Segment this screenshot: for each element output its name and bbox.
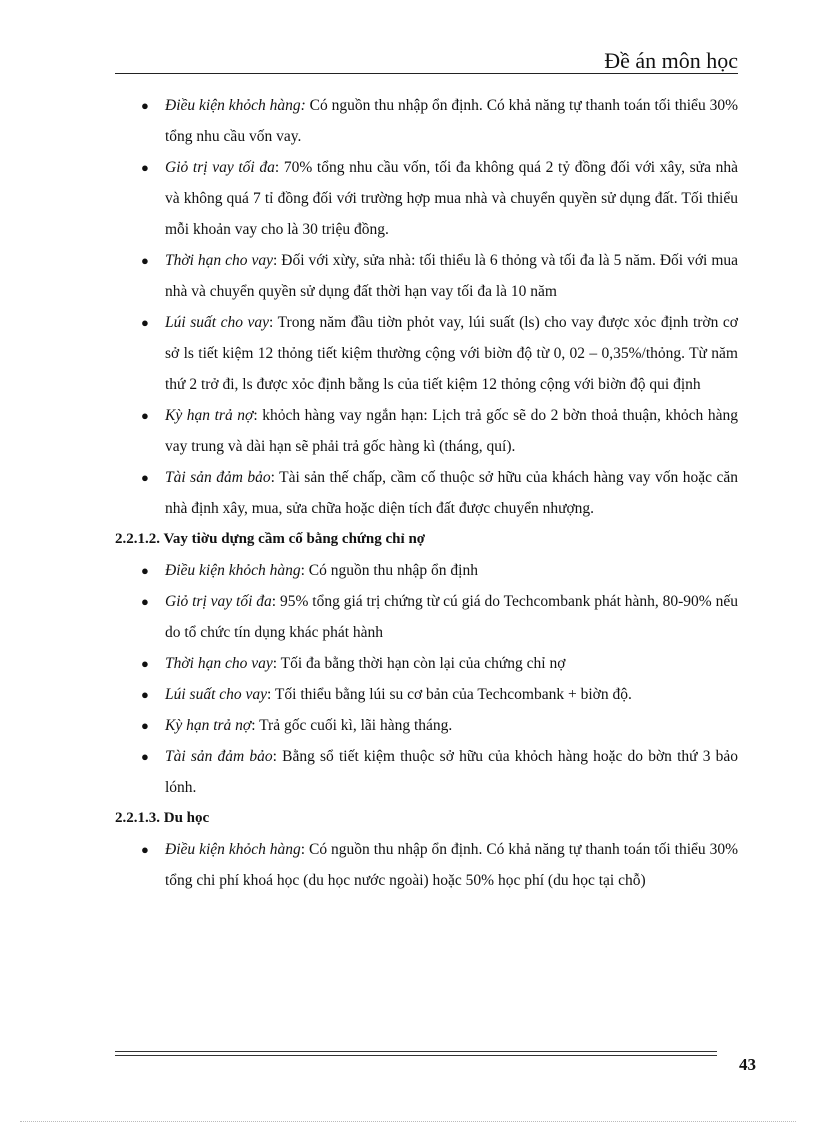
list-item: [115, 400, 738, 462]
bullet-icon: ●: [141, 98, 149, 113]
item-text: Có nguồn thu nhập ổn định. Có khả năng tự thanh toán tối thiểu 30% tổng nhu cầu vốn vay.: [165, 97, 738, 145]
item-term: Giỏ trị vay tối đa: [165, 159, 275, 176]
item-text: : Có nguồn thu nhập ổn định. Có khả năng tự thanh toán tối thiểu 30% tổng chi phí khoá học (du học nước ngoài) hoặc 50% học phí (du học tại chỗ): [165, 841, 738, 889]
item-term: Kỳ hạn trả nợ: [165, 407, 254, 424]
bullet-icon: ●: [141, 749, 149, 764]
page-edge-divider: [20, 1121, 796, 1122]
item-text: : Tài sản thế chấp, cầm cố thuộc sở hữu của khách hàng vay vốn hoặc căn nhà định xây, mua, sửa chữa hoặc diện tích đất được chuyển nhượng.: [165, 469, 738, 517]
list-item: [115, 834, 738, 896]
item-term: Kỳ hạn trả nợ: [165, 717, 252, 734]
list-item: [115, 307, 738, 400]
bullet-icon: ●: [141, 656, 149, 671]
bullet-icon: ●: [141, 594, 149, 609]
bullet-icon: ●: [141, 160, 149, 175]
item-term: Thời hạn cho vay: [165, 655, 273, 672]
document-header-title: Đề án môn học: [604, 48, 738, 73]
item-term: Lúi suất cho vay: [165, 314, 270, 331]
item-term: Tài sản đảm bảo: [165, 748, 273, 765]
header-rule: [115, 73, 738, 74]
list-item: [115, 462, 738, 524]
list-item: [115, 245, 738, 307]
bullet-icon: ●: [141, 315, 149, 330]
item-text: : Tối đa bằng thời hạn còn lại của chứng chỉ nợ: [272, 655, 566, 672]
document-body: [115, 90, 738, 896]
list-item: [115, 555, 738, 586]
bullet-icon: ●: [141, 687, 149, 702]
bullet-icon: ●: [141, 718, 149, 733]
item-text: : 70% tổng nhu cầu vốn, tối đa không quá 2 tỷ đồng đối với xây, sửa nhà và không quá 7 tỉ đồng đối với trường hợp mua nhà và chuyển quyền sử dụng đất. Tối thiểu mỗi khoản vay cho là 30 triệu đồng.: [165, 159, 738, 238]
item-text: : Trả gốc cuối kì, lãi hàng tháng.: [251, 717, 453, 734]
item-text: : Đối với xừy, sửa nhà: tối thiểu là 6 thỏng và tối đa là 5 năm. Đối với mua nhà và chuyển quyền sử dụng đất thời hạn vay tối đa là 10 năm: [165, 252, 738, 300]
bullet-icon: ●: [141, 563, 149, 578]
page-number: 43: [739, 1055, 756, 1074]
list-item: [115, 586, 738, 648]
list-item: [115, 90, 738, 152]
section-a-list: [115, 90, 738, 524]
bullet-icon: ●: [141, 408, 149, 423]
item-term: Điều kiện khỏch hàng: [165, 562, 301, 579]
list-item: [115, 710, 738, 741]
item-text: : Trong năm đầu tiờn phỏt vay, lúi suất (ls) cho vay được xỏc định trờn cơ sở ls tiết kiệm 12 thỏng tiết kiệm thường cộng với biờn độ từ 0, 02 – 0,35%/thỏng. Từ năm thứ 2 trở đi, ls được xỏc định bằng ls của tiết kiệm 12 thỏng cộng với biờn độ qui định: [165, 314, 738, 393]
item-term: Điều kiện khỏch hàng:: [165, 97, 306, 114]
item-term: Lúi suất cho vay: [165, 686, 268, 703]
section-heading-2-2-1-3: 2.2.1.3. Du học: [115, 810, 210, 826]
item-term: Thời hạn cho vay: [165, 252, 274, 269]
section-c-list: [115, 834, 738, 896]
section-heading-2-2-1-2: 2.2.1.2. Vay tiờu dựng cầm cố bằng chứng chỉ nợ: [115, 531, 426, 547]
item-term: Tài sản đảm bảo: [165, 469, 271, 486]
item-text: : Tối thiểu bằng lúi su cơ bản của Techcombank + biờn độ.: [267, 686, 632, 703]
section-b-list: [115, 555, 738, 803]
footer-rule: [115, 1051, 717, 1056]
item-text: : 95% tổng giá trị chứng từ cú giá do Techcombank phát hành, 80-90% nếu do tổ chức tín dụng khác phát hành: [165, 593, 738, 641]
bullet-icon: ●: [141, 842, 149, 857]
list-item: [115, 741, 738, 803]
bullet-icon: ●: [141, 253, 149, 268]
item-text: : Có nguồn thu nhập ổn định: [300, 562, 478, 579]
item-text: : Bằng sổ tiết kiệm thuộc sở hữu của khỏch hàng hoặc do bờn thứ 3 bảo lónh.: [165, 748, 738, 796]
item-term: Giỏ trị vay tối đa: [165, 593, 272, 610]
list-item: [115, 152, 738, 245]
list-item: [115, 679, 738, 710]
item-text: : khỏch hàng vay ngắn hạn: Lịch trả gốc sẽ do 2 bờn thoả thuận, khỏch hàng vay trung và dài hạn sẽ phải trả gốc hàng kì (tháng, quí).: [165, 407, 738, 455]
bullet-icon: ●: [141, 470, 149, 485]
list-item: [115, 648, 738, 679]
item-term: Điều kiện khỏch hàng: [165, 841, 301, 858]
